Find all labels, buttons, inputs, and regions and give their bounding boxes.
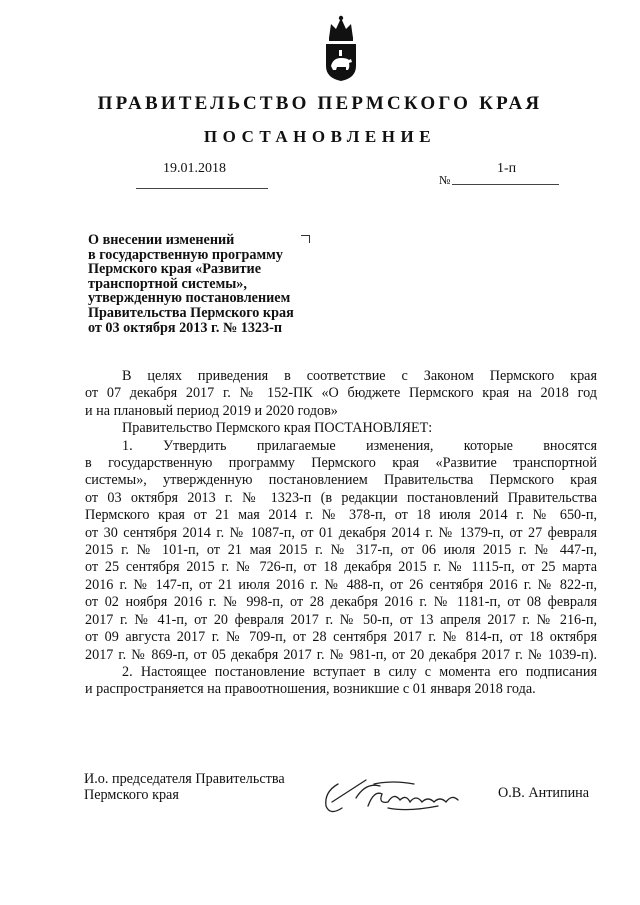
body-line: от 25 сентября 2015 г. № 726-п, от 18 декабря 2015 г. № 1115-п, от 25 марта [85, 559, 597, 576]
resolve-line: Правительство Пермского края ПОСТАНОВЛЯЕТ: [122, 420, 433, 437]
body-line: 2. Настоящее постановление вступает в силу с момента его подписания [122, 663, 597, 680]
subject-line: Пермского края «Развитие [88, 261, 261, 278]
body-line: от 07 декабря 2017 г. № 152-ПК «О бюджете Пермского края на 2018 год [85, 385, 597, 402]
subject-line: транспортной системы», [88, 275, 247, 292]
body-line: В целях приведения в соответствие с Законом Пермского края [122, 368, 597, 384]
body-line: 2016 г. № 147-п, от 21 июля 2016 г. № 488-п, от 26 сентября 2016 г. № 822-п, [85, 576, 597, 593]
subject-line: в государственную программу [88, 246, 283, 263]
position-line: Пермского края [84, 787, 179, 803]
document-subject [88, 233, 318, 335]
body-line: и на плановый период 2019 и 2020 годов» [85, 402, 338, 419]
number-sign: № [439, 173, 451, 187]
body-line: 2015 г. № 101-п, от 21 мая 2015 г. № 317-п, от 06 июля 2015 г. № 447-п, [85, 542, 597, 559]
body-line: и распространяется на правоотношения, возникшие с 01 января 2018 года. [85, 681, 536, 698]
subject-line: утвержденную постановлением [88, 290, 291, 307]
body-line: системы», утвержденную постановлением Правительства Пермского края [85, 472, 597, 489]
subject-line: О внесении изменений [88, 232, 235, 248]
body-line: 2017 г. № 41-п, от 20 февраля 2017 г. № 50-п, от 13 апреля 2017 г. № 216-п, [85, 611, 597, 628]
body-line: 1. Утвердить прилагаемые изменения, которые вносятся [122, 437, 597, 454]
document-body [85, 368, 597, 699]
body-line: 2017 г. № 869-п, от 05 декабря 2017 г. № 981-п, от 20 декабря 2017 г. № 1039-п). [85, 646, 597, 663]
handwritten-signature [318, 772, 486, 822]
perm-krai-coat-of-arms-icon [321, 14, 361, 82]
body-line: от 30 сентября 2014 г. № 1087-п, от 01 декабря 2014 г. № 1379-п, от 27 февраля [85, 524, 597, 541]
body-line: Пермского края от 21 мая 2014 г. № 378-п, от 18 июля 2014 г. № 650-п, [85, 507, 597, 524]
signatory-position [84, 771, 285, 803]
body-line: от 03 октября 2013 г. № 1323-п (в редакции постановлений Правительства [85, 489, 597, 506]
government-title: ПРАВИТЕЛЬСТВО ПЕРМСКОГО КРАЯ [97, 93, 543, 114]
number-underline [452, 184, 559, 185]
body-line: от 09 августа 2017 г. № 709-п, от 28 сентября 2017 г. № 814-п, от 18 октября [85, 629, 597, 646]
body-line: в государственную программу Пермского края «Развитие транспортной [85, 455, 597, 472]
position-line: И.о. председателя Правительства [84, 771, 285, 787]
subject-line: от 03 октября 2013 г. № 1323-п [88, 319, 283, 336]
date-underline [136, 188, 268, 189]
document-number: 1-п [497, 161, 517, 176]
document-date: 19.01.2018 [163, 161, 226, 176]
subject-line: Правительства Пермского края [88, 304, 294, 321]
body-line: от 02 ноября 2016 г. № 998-п, от 28 декабря 2016 г. № 1181-п, от 08 февраля [85, 594, 597, 611]
signer-name: О.В. Антипина [498, 785, 590, 801]
document-type: ПОСТАНОВЛЕНИЕ [203, 127, 437, 146]
